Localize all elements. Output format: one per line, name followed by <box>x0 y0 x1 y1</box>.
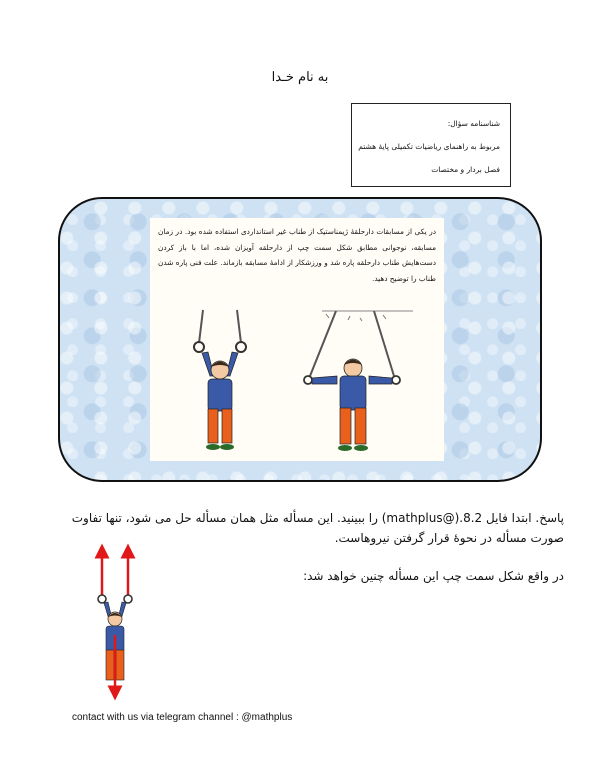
id-box-chapter: فصل بردار و مختصات <box>431 165 500 174</box>
answer-paragraph: پاسخ. ابتدا فایل 8.2.(@mathplus) را ببینید. این مسأله مثل همان مسأله حل می شود، تنها تفاوت صورت مسأله در نحوهٔ قرار گرفتن نیروهاست. <box>71 511 564 545</box>
id-box-topic: مربوط به راهنمای ریاضیات تکمیلی پایهٔ هشتم <box>358 142 500 151</box>
force-diagram <box>85 543 141 703</box>
answer-conclusion: در واقع شکل سمت چپ این مسأله چنین خواهد شد: <box>303 569 564 583</box>
gymnast-arms-up-figure <box>194 310 246 450</box>
problem-text: در یکی از مسابقات دارحلقهٔ ژیمناستیک از طناب غیر استانداردی استفاده شده بود. در زمان مسابقه، نوجوانی مطابق شکل سمت چپ از دارحلقه آویزان شده، اما با باز کردن دست‌هایش طناب دارحلقه پاره شد و ورزشکار از ادامهٔ مسابقه بازماند. علت فنی پاره شدن طناب را توضیح دهید. <box>158 227 436 283</box>
footer-contact: contact with us via telegram channel : @mathplus <box>72 712 293 723</box>
upward-force-arrows <box>102 551 128 595</box>
id-box-heading: شناسنامه سؤال: <box>447 119 500 128</box>
page-title: به نام خـدا <box>271 70 329 85</box>
question-id-box <box>351 103 511 187</box>
gymnast-illustration <box>150 218 444 461</box>
gymnast-arms-spread-figure <box>304 311 413 451</box>
problem-card <box>150 218 444 461</box>
